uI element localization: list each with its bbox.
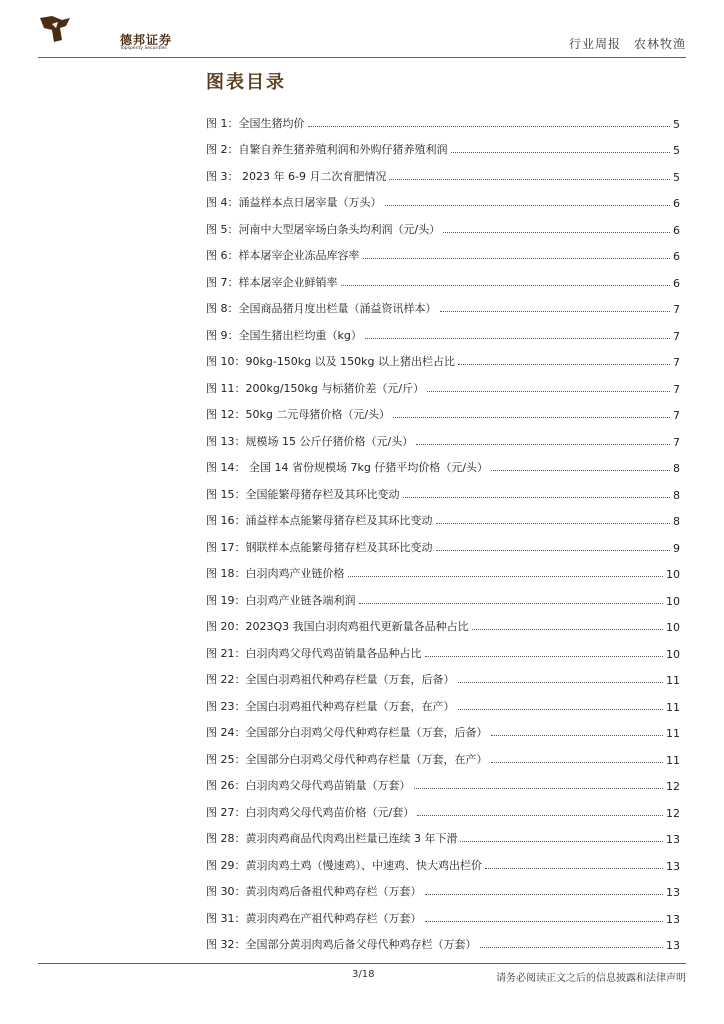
toc-entry[interactable] — [206, 926, 680, 953]
toc-leader-dots — [414, 788, 664, 789]
toc-entry-page: 12 — [666, 806, 680, 820]
toc-leader-dots — [416, 444, 670, 445]
toc-entry-label: 图 6：样本屠宰企业冻品库容率 — [206, 249, 360, 262]
toc-entry-page: 8 — [673, 462, 680, 475]
toc-entry[interactable] — [206, 237, 680, 264]
toc-entry[interactable] — [206, 369, 680, 396]
logo-subtext: Topsperity Securities — [120, 46, 167, 51]
logo-text: 德邦证券 — [120, 33, 173, 47]
toc-entry-label: 图 27：白羽肉鸡父母代鸡苗价格（元/套） — [206, 805, 415, 819]
toc-entry-label: 图 17：钢联样本点能繁母猪存栏及其环比变动 — [206, 540, 433, 554]
toc-entry[interactable] — [206, 608, 680, 635]
toc-leader-dots — [427, 391, 670, 392]
toc-leader-dots — [436, 523, 671, 524]
toc-entry[interactable] — [206, 184, 680, 211]
toc-entry-page: 7 — [673, 303, 680, 316]
toc-entry-label: 图 1：全国生猪均价 — [206, 116, 305, 130]
toc-entry-label: 图 3： 2023 年 6-9 月二次育肥情况 — [206, 169, 387, 183]
logo-emblem-icon — [38, 14, 72, 44]
toc-entry[interactable] — [206, 714, 680, 741]
toc-entry-label: 图 15：全国能繁母猪存栏及其环比变动 — [206, 487, 400, 501]
toc-entry[interactable] — [206, 740, 680, 767]
toc-entry[interactable] — [206, 502, 680, 529]
toc-leader-dots — [425, 894, 664, 895]
toc-leader-dots — [436, 550, 671, 551]
toc-title: 图表目录 — [206, 72, 286, 93]
toc-entry[interactable] — [206, 528, 680, 555]
toc-entry[interactable] — [206, 210, 680, 237]
toc-entry-page: 13 — [666, 886, 680, 899]
toc-entry-label: 图 13：规模场 15 公斤仔猪价格（元/头） — [206, 434, 414, 448]
toc-leader-dots — [425, 656, 664, 657]
toc-entry-page: 7 — [673, 382, 680, 396]
toc-leader-dots — [363, 258, 671, 259]
toc-entry-page: 5 — [673, 144, 680, 157]
toc-entry-label: 图 5：河南中大型屠宰场白条头均利润（元/头） — [206, 222, 441, 236]
toc-entry-page: 6 — [673, 223, 680, 237]
toc-leader-dots — [458, 709, 664, 710]
toc-leader-dots — [451, 152, 671, 153]
toc-entry-label: 图 9：全国生猪出栏均重（kg） — [206, 328, 362, 342]
toc-entry-page: 6 — [673, 197, 680, 210]
toc-entry[interactable] — [206, 422, 680, 449]
toc-entry-label: 图 23：全国白羽鸡祖代种鸡存栏量（万套，在产） — [206, 699, 455, 713]
table-of-contents — [206, 104, 680, 952]
toc-entry[interactable] — [206, 873, 680, 900]
toc-entry-page: 5 — [673, 117, 680, 131]
toc-entry-label: 图 32：全国部分黄羽肉鸡后备父母代种鸡存栏（万套） — [206, 938, 477, 951]
toc-entry-label: 图 21：白羽肉鸡父母代鸡苗销量各品种占比 — [206, 646, 422, 660]
toc-leader-dots — [393, 417, 670, 418]
toc-entry-page: 9 — [673, 541, 680, 555]
toc-leader-dots — [348, 576, 664, 577]
toc-entry-page: 11 — [666, 753, 680, 767]
toc-entry[interactable] — [206, 157, 680, 184]
toc-entry-label: 图 28：黄羽肉鸡商品代肉鸡出栏量已连续 3 年下滑 — [206, 832, 458, 845]
toc-entry-page: 8 — [673, 515, 680, 528]
toc-entry[interactable] — [206, 899, 680, 926]
toc-entry-page: 13 — [666, 939, 680, 952]
toc-leader-dots — [417, 815, 663, 816]
toc-leader-dots — [491, 762, 664, 763]
toc-entry-label: 图 11：200kg/150kg 与标猪价差（元/斤） — [206, 381, 425, 395]
toc-entry-label: 图 12：50kg 二元母猪价格（元/头） — [206, 408, 391, 421]
toc-leader-dots — [389, 179, 670, 180]
toc-entry-page: 13 — [666, 912, 680, 926]
toc-entry[interactable] — [206, 634, 680, 661]
toc-leader-dots — [485, 868, 663, 869]
toc-leader-dots — [460, 841, 663, 842]
toc-entry[interactable] — [206, 263, 680, 290]
toc-entry-label: 图 10：90kg-150kg 以及 150kg 以上猪出栏占比 — [206, 355, 455, 368]
toc-leader-dots — [341, 285, 671, 286]
footer-disclaimer: 请务必阅读正文之后的信息披露和法律声明 — [496, 973, 686, 984]
toc-entry[interactable] — [206, 767, 680, 794]
toc-leader-dots — [458, 682, 664, 683]
toc-entry-label: 图 25：全国部分白羽鸡父母代种鸡存栏量（万套，在产） — [206, 752, 488, 766]
toc-entry-label: 图 19：白羽鸡产业链各端利润 — [206, 593, 356, 607]
toc-entry-page: 8 — [673, 488, 680, 502]
toc-leader-dots — [403, 497, 671, 498]
toc-leader-dots — [480, 947, 664, 948]
toc-entry-label: 图 18：白羽肉鸡产业链价格 — [206, 567, 345, 580]
toc-entry[interactable] — [206, 661, 680, 688]
toc-entry[interactable] — [206, 316, 680, 343]
toc-entry-page: 7 — [673, 356, 680, 369]
toc-entry-label: 图 30：黄羽肉鸡后备祖代种鸡存栏（万套） — [206, 885, 422, 898]
toc-entry[interactable] — [206, 687, 680, 714]
toc-entry-label: 图 26：白羽肉鸡父母代鸡苗销量（万套） — [206, 779, 411, 792]
toc-entry-page: 13 — [666, 859, 680, 873]
toc-entry[interactable] — [206, 343, 680, 370]
toc-entry-label: 图 14： 全国 14 省份规模场 7kg 仔猪平均价格（元/头） — [206, 461, 489, 474]
toc-leader-dots — [443, 232, 670, 233]
toc-entry-label: 图 31：黄羽肉鸡在产祖代种鸡存栏（万套） — [206, 911, 422, 925]
toc-leader-dots — [425, 921, 664, 922]
toc-leader-dots — [440, 311, 671, 312]
toc-entry-page: 10 — [666, 594, 680, 608]
report-category: 行业周报 农林牧渔 — [568, 37, 686, 51]
toc-entry-page: 7 — [673, 329, 680, 343]
toc-leader-dots — [491, 470, 670, 471]
toc-entry-page: 11 — [666, 700, 680, 714]
toc-entry[interactable] — [206, 104, 680, 131]
company-logo — [38, 14, 188, 50]
footer-divider — [38, 963, 686, 964]
toc-entry-page: 6 — [673, 276, 680, 290]
toc-leader-dots — [385, 205, 671, 206]
toc-entry-label: 图 2：自繁自养生猪养殖利润和外购仔猪养殖利润 — [206, 143, 448, 156]
toc-entry-label: 图 8：全国商品猪月度出栏量（涌益资讯样本） — [206, 302, 437, 315]
toc-entry[interactable] — [206, 290, 680, 317]
toc-leader-dots — [359, 603, 664, 604]
toc-entry[interactable] — [206, 846, 680, 873]
toc-entry-label: 图 20：2023Q3 我国白羽肉鸡祖代更新量各品种占比 — [206, 620, 469, 633]
toc-entry-page: 12 — [666, 780, 680, 793]
toc-entry[interactable] — [206, 475, 680, 502]
toc-entry-page: 6 — [673, 250, 680, 263]
toc-entry-page: 5 — [673, 170, 680, 184]
toc-entry[interactable] — [206, 131, 680, 158]
toc-leader-dots — [308, 126, 671, 127]
toc-entry-page: 7 — [673, 409, 680, 422]
toc-entry-label: 图 4：涌益样本点日屠宰量（万头） — [206, 196, 382, 209]
toc-entry-label: 图 7：样本屠宰企业鲜销率 — [206, 275, 338, 289]
toc-entry-label: 图 29：黄羽肉鸡土鸡（慢速鸡）、中速鸡、快大鸡出栏价 — [206, 858, 482, 872]
toc-entry-page: 10 — [666, 647, 680, 661]
toc-leader-dots — [491, 735, 664, 736]
toc-entry[interactable] — [206, 396, 680, 423]
page-number: 3/18 — [352, 969, 375, 980]
toc-entry-page: 13 — [666, 833, 680, 846]
toc-entry[interactable] — [206, 449, 680, 476]
toc-leader-dots — [458, 364, 670, 365]
toc-entry-page: 11 — [666, 674, 680, 687]
toc-entry[interactable] — [206, 820, 680, 847]
toc-entry-page: 11 — [666, 727, 680, 740]
toc-entry-page: 10 — [666, 621, 680, 634]
toc-entry[interactable] — [206, 793, 680, 820]
header-divider — [38, 57, 686, 58]
toc-entry-label: 图 16：涌益样本点能繁母猪存栏及其环比变动 — [206, 514, 433, 527]
toc-leader-dots — [365, 338, 670, 339]
toc-leader-dots — [472, 629, 663, 630]
toc-entry[interactable] — [206, 555, 680, 582]
toc-entry-label: 图 22：全国白羽鸡祖代种鸡存栏量（万套，后备） — [206, 673, 455, 686]
toc-entry[interactable] — [206, 581, 680, 608]
toc-entry-label: 图 24：全国部分白羽鸡父母代种鸡存栏量（万套，后备） — [206, 726, 488, 739]
toc-entry-page: 7 — [673, 435, 680, 449]
toc-entry-page: 10 — [666, 568, 680, 581]
